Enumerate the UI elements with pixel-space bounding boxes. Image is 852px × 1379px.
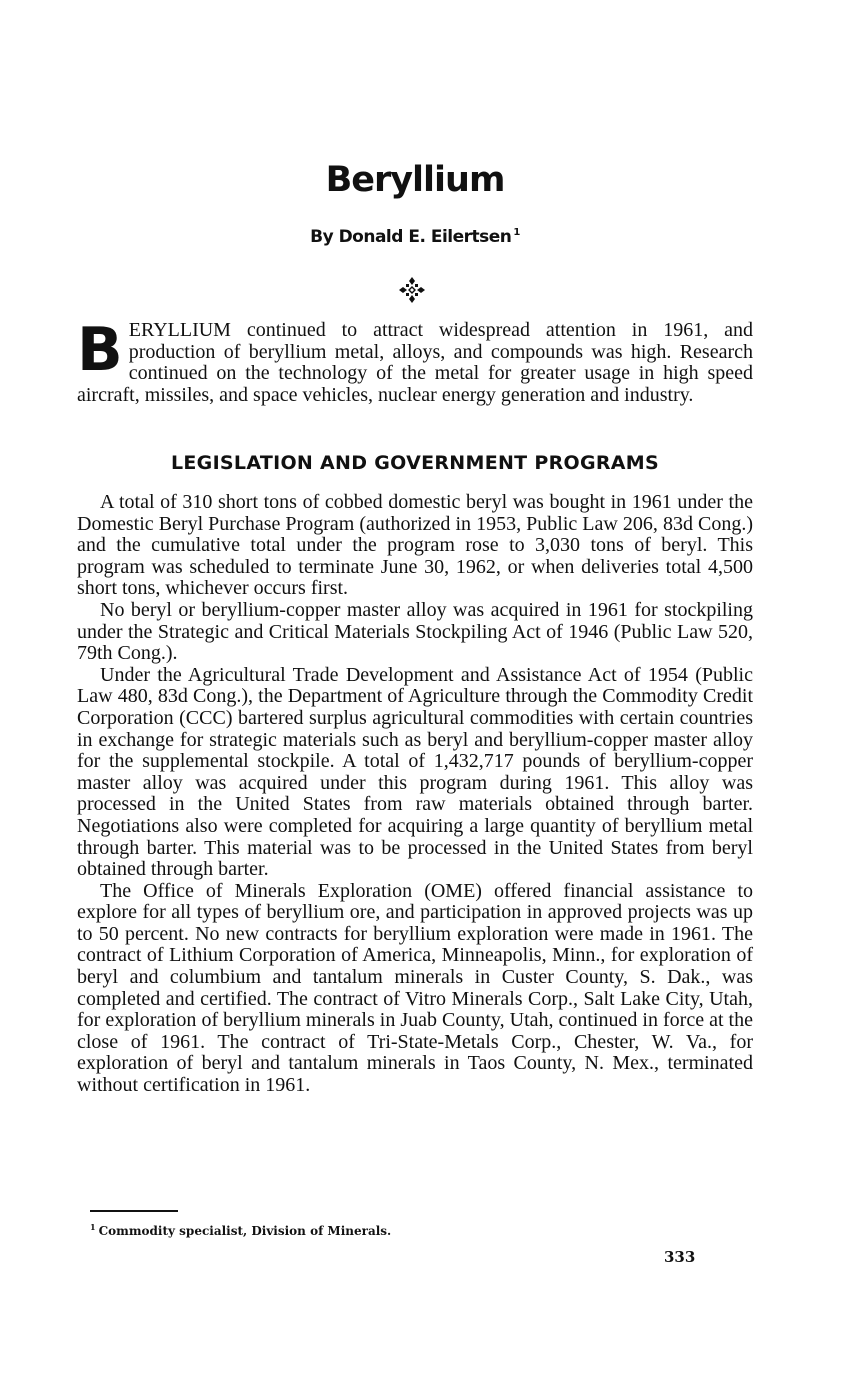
footnote-divider: [90, 1210, 178, 1212]
footnote: [90, 1222, 391, 1238]
author-byline: [77, 227, 753, 247]
page-title: Beryllium: [325, 160, 505, 200]
paragraph-ome-exploration: The Office of Minerals Exploration (OME) offered financial assistance to explore for all types of beryllium ore, and participation in approved projects was up to 50 percent. No new contracts for beryllium exploration were made in 1961. The contract of Lithium Corporation of America, Minneapolis, Minn., for exploration of beryl and columbium and tantalum minerals in Custer County, S. Dak., was completed and certified. The contract of Vitro Minerals Corp., Salt Lake City, Utah, for exploration of beryllium minerals in Juab County, Utah, continued in force at the close of 1961. The contract of Tri-State-Metals Corp., Chester, W. Va., for exploration of beryl and tantalum minerals in Taos County, N. Mex., terminated without certification in 1961.: [77, 879, 753, 1097]
author-name: By Donald E. Eilertsen: [310, 227, 512, 247]
footnote-marker: 1: [90, 1222, 96, 1232]
intro-text: ERYLLIUM continued to attract widespread attention in 1961, and production of beryllium metal, alloys, and compounds was high. Research continued on the technology of the metal for greater usage in high speed aircraft, missiles, and space vehicles, nuclear energy generation and industry.: [77, 319, 753, 406]
ornamental-diamond-icon: [398, 276, 426, 304]
intro-paragraph: [77, 315, 753, 406]
section-heading: LEGISLATION AND GOVERNMENT PROGRAMS: [170, 452, 659, 474]
footnote-text: Commodity specialist, Division of Minerals.: [98, 1224, 392, 1238]
drop-cap: B: [77, 315, 123, 385]
section-body: [77, 492, 753, 1097]
paragraph-stockpiling: No beryl or beryllium-copper master alloy was acquired in 1961 for stockpiling under the Strategic and Critical Materials Stockpiling Act of 1946 (Public Law 520, 79th Cong.).: [77, 598, 753, 665]
paragraph-beryl-purchase: A total of 310 short tons of cobbed domestic beryl was bought in 1961 under the Domestic Beryl Purchase Program (authorized in 1953, Public Law 206, 83d Cong.) and the cumulative total under the program rose to 3,030 tons of beryl. This program was scheduled to terminate June 30, 1962, or when deliveries total 4,500 short tons, whichever occurs first.: [77, 491, 753, 600]
document-page: [77, 0, 753, 1379]
footnote-reference: 1: [513, 227, 520, 239]
page-number: 333: [664, 1248, 696, 1266]
paragraph-barter-program: Under the Agricultural Trade Development and Assistance Act of 1954 (Public Law 480, 83d Cong.), the Department of Agriculture through the Commodity Credit Corporation (CCC) bartered surplus agricultural commodities with certain countries in exchange for strategic materials such as beryl and beryllium-copper master alloy for the supplemental stockpile. A total of 1,432,717 pounds of beryllium-copper master alloy was acquired under this program during 1961. This alloy was processed in the United States from raw materials obtained through barter. Negotiations also were completed for acquiring a large quantity of beryllium metal through barter. This material was to be processed in the United States from beryl obtained through barter.: [77, 663, 753, 881]
